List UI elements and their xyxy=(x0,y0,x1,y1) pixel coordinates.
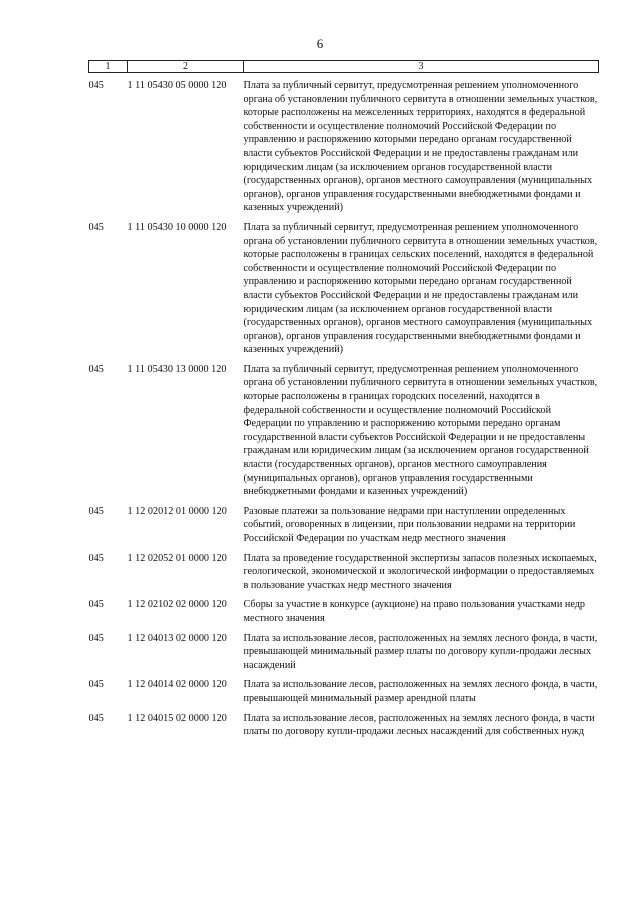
revenue-code: 1 12 02102 02 0000 120 xyxy=(127,599,227,611)
header-col-1: 1 xyxy=(89,61,128,73)
table-row xyxy=(89,505,599,552)
table-row xyxy=(89,221,599,363)
admin-code: 045 xyxy=(88,599,104,611)
page-number: 6 xyxy=(316,36,324,51)
revenue-codes-table xyxy=(88,60,599,745)
admin-code: 045 xyxy=(88,221,104,233)
admin-code: 045 xyxy=(88,80,104,91)
table-row xyxy=(89,598,599,631)
table-row xyxy=(89,678,599,711)
admin-code: 045 xyxy=(88,712,104,724)
revenue-code: 1 11 05430 05 0000 120 xyxy=(127,80,227,91)
table-row xyxy=(89,712,599,745)
revenue-description: Сборы за участие в конкурсе (аукционе) на право пользования участками недр местного значения xyxy=(243,599,585,624)
table-row xyxy=(89,632,599,679)
table-header xyxy=(89,61,599,73)
admin-code: 045 xyxy=(88,363,104,375)
table-body xyxy=(89,73,599,745)
revenue-description: Плата за использование лесов, расположенных на землях лесного фонда, в части платы по договору купли-продажи лесных насаждений для собственных нужд xyxy=(243,712,595,738)
revenue-code: 1 11 05430 13 0000 120 xyxy=(127,363,227,375)
revenue-description: Плата за публичный сервитут, предусмотренная решением уполномоченного органа об установлении публичного сервитута в отношении земельных участков, которые расположены в границах городских поселений, находятся в федеральной собственности и осуществление полномочий Российской Федерации по управлению и распоряжению которыми передано органам государственной власти субъектов Российской Федерации и не предоставлены гражданам или юридическим лицам (за исключением органов государственной власти (государственных органов), органов местного самоуправления (муниципальных органов), органов управления государственными внебюджетными фондами и казенных учреждений) xyxy=(243,363,598,498)
revenue-description: Плата за использование лесов, расположенных на землях лесного фонда, в части, превышающей минимальный размер платы по договору купли-продажи лесных насаждений xyxy=(243,632,598,671)
table-row xyxy=(89,79,599,221)
admin-code: 045 xyxy=(88,679,104,691)
revenue-code: 1 12 02012 01 0000 120 xyxy=(127,505,227,517)
admin-code: 045 xyxy=(88,505,104,517)
revenue-code: 1 12 04013 02 0000 120 xyxy=(127,632,227,644)
table-row xyxy=(89,552,599,599)
table-row xyxy=(89,363,599,505)
revenue-description: Плата за публичный сервитут, предусмотренная решением уполномоченного органа об установлении публичного сервитута в отношении земельных участков, которые расположены в границах сельских поселений, находятся в федеральной собственности и осуществление полномочий Российской Федерации по управлению и распоряжению которыми передано органам государственной власти субъектов Российской Федерации и не предоставлены гражданам или юридическим лицам (за исключением органов государственной власти (государственных органов), органов местного самоуправления (муниципальных органов), органов управления государственными внебюджетными фондами и казенных учреждений) xyxy=(243,221,598,356)
revenue-code: 1 12 04015 02 0000 120 xyxy=(127,712,227,724)
revenue-description: Плата за использование лесов, расположенных на землях лесного фонда, в части, превышающей минимальный размер арендной платы xyxy=(243,679,598,704)
header-col-2: 2 xyxy=(128,61,244,73)
revenue-code: 1 12 02052 01 0000 120 xyxy=(127,552,227,564)
revenue-description: Плата за проведение государственной экспертизы запасов полезных ископаемых, геологической, экономической и экологической информации о предоставляемых в пользование участках недр местного значения xyxy=(243,552,597,591)
revenue-code: 1 11 05430 10 0000 120 xyxy=(127,221,227,233)
revenue-description: Плата за публичный сервитут, предусмотренная решением уполномоченного органа об установлении публичного сервитута в отношении земельных участков, которые расположены на межселенных территориях, находятся в федеральной собственности и осуществление полномочий Российской Федерации по управлению и распоряжению которыми передано органам государственной власти субъектов Российской Федерации и не предоставлены гражданам или юридическим лицам (за исключением органов государственной власти (государственных органов), органов местного самоуправления (муниципальных органов), органов управления государственными внебюджетными фондами и казенных учреждений) xyxy=(243,80,598,214)
admin-code: 045 xyxy=(88,552,104,564)
revenue-code: 1 12 04014 02 0000 120 xyxy=(127,679,227,691)
admin-code: 045 xyxy=(88,632,104,644)
header-col-3: 3 xyxy=(244,61,599,73)
revenue-description: Разовые платежи за пользование недрами при наступлении определенных событий, оговоренных в лицензии, при пользовании недрами на территории Российской Федерации по участкам недр местного значения xyxy=(243,505,576,544)
